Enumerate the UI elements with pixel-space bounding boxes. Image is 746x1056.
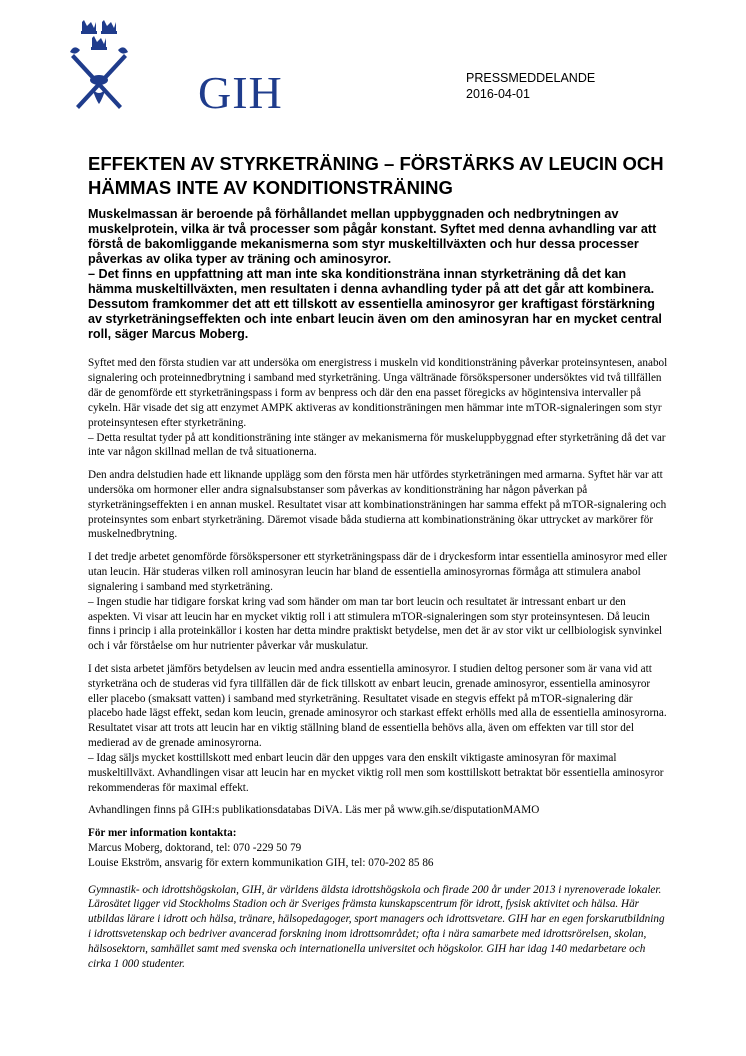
press-header <box>466 70 595 102</box>
gih-logo <box>68 18 283 118</box>
contact-block <box>88 826 668 871</box>
crowns-emblem-icon <box>68 18 130 118</box>
contact-line: Louise Ekström, ansvarig för extern kommunikation GIH, tel: 070-202 85 86 <box>88 856 434 869</box>
body-paragraph <box>88 356 668 460</box>
headline: EFFEKTEN AV STYRKETRÄNING – FÖRSTÄRKS AV LEUCIN OCH HÄMMAS INTE AV KONDITIONSTRÄNING <box>88 153 664 198</box>
body-quote: – Idag säljs mycket kosttillskott med enbart leucin där den uppges vara den enskilt viktigaste aminosyran för maximal muskeltillväxt. Avhandlingen visar att leucin har en mycket viktig roll men som kosttillskott betraktat bör essentiella aminosyror rekommenderas för maximal effekt. <box>88 752 664 794</box>
contact-line: Marcus Moberg, doktorand, tel: 070 -229 50 79 <box>88 841 302 854</box>
lead-paragraph: Muskelmassan är beroende på förhållandet mellan uppbyggnaden och nedbrytningen av muskelprotein, vilka är två processer som pågår konstant. Syftet med denna avhandling var att förstå de bakomliggande mekanismerna som styr muskeltillväxten och hur dessa processer påverkas av olika typer av träning och aminosyror. <box>88 207 657 266</box>
body-paragraph: Den andra delstudien hade ett liknande upplägg som den första men här utfördes styrketräningen med armarna. Syftet här var att undersöka om hormoner eller andra signalsubstanser som påverkas av konditionsträning har någon påverkan på styrketräningseffekten i en annan muskel. Resultatet visar att kombinationsträningen har samma effekt på mTOR-signalering och proteinsyntes som enbart styrketräning. Däremot visade båda studierna att kombinationsträning ökar uttrycket av markörer för muskelnedbrytning. <box>88 468 667 541</box>
thesis-link-paragraph: Avhandlingen finns på GIH:s publikationsdatabas DiVA. Läs mer på www.gih.se/disputationMAMO <box>88 804 540 817</box>
lead-paragraphs <box>88 207 668 342</box>
contact-heading: För mer information kontakta: <box>88 826 237 839</box>
body-quote: – Detta resultat tyder på att konditionsträning inte stänger av mekanismerna för muskeluppbyggnad efter styrketräning då det var inte var någon skillnad mellan de två situationerna. <box>88 431 666 459</box>
body-quote: – Ingen studie har tidigare forskat kring vad som händer om man tar bort leucin och resultatet är intressant enbart ur den aspekten. Vi visar att leucin har en mycket viktig roll i att stimulera mTOR-signaleringen som styr proteinsyntesen. Då leucin finns i princip i alla proteinkällor i kosten har detta mindre praktiskt betydelse, men det är av stor vikt ur cellbiologisk synvinkel och i vår förståelse om hur nutrienter påverkar vår muskulatur. <box>88 595 663 653</box>
logo-text: GIH <box>198 67 283 118</box>
body-text: I det sista arbetet jämförs betydelsen av leucin med andra essentiella aminosyror. I studien deltog personer som är vana vid att styrketräna och de studeras vid fyra tillfällen där de fick tillskott av enbart leucin, grenade aminosyror, essentiella aminosyror eller placebo (smaksatt vatten) i samband med styrketräning. Resultatet visade en stegvis effekt på mTOR-signalering där placebo hade lägst effekt, sedan kom leucin, grenade aminosyror och starkast effekt erhölls med alla de essentiella aminosyrorna. Resultatet visar att trots att leucin har en viktig ställning bland de essentiella behövs alla, även om effekten var till stor del medierad av de grenade aminosyrorna. <box>88 662 667 750</box>
press-label: PRESSMEDDELANDE <box>466 71 596 85</box>
article-body <box>88 356 668 979</box>
body-text: I det tredje arbetet genomförde försökspersoner ett styrketräningspass där de i dryckesform intar essentiella aminosyror med eller utan leucin. Här studeras vilken roll aminosyran leucin har bland de essentiella aminosyrornas förmåga att stimulera anabol signalering i samband med styrketräning. <box>88 550 668 593</box>
body-paragraph <box>88 662 668 796</box>
body-paragraph <box>88 550 668 654</box>
press-date: 2016-04-01 <box>466 87 530 101</box>
lead-quote: – Det finns en uppfattning att man inte ska konditionsträna innan styrketräning då det kan hämma muskeltillväxten, men resultaten i denna avhandling tyder på att det går att kombinera. Dessutom framkommer det att ett tillskott av essentiella aminosyror ger kraftigast förstärkning av styrketräningseffekten och inte enbart leucin även om den aminosyran har en mycket central roll, säger Marcus Moberg. <box>88 267 662 341</box>
about-gih: Gymnastik- och idrottshögskolan, GIH, är världens äldsta idrottshögskola och firade 200 år under 2013 i nyrenoverade lokaler. Lärosätet ligger vid Stockholms Stadion och är Sveriges främsta kunskapscentrum för idrott, fysisk aktivitet och hälsa. Här utbildas lärare i idrott och hälsa, tränare, hälsopedagoger, sport managers och idrottsvetare. GIH har en egen forskarutbildning i idrottsvetenskap och bedriver avancerad forskning inom idrottsområdet; ofta i nära samarbete med idrottsrörelsen, skolan, hälsosektorn, samhället samt med svenska och internationella universitet och högskolor. GIH har idag 140 medarbetare och cirka 1 000 studenter. <box>88 883 665 971</box>
body-text: Syftet med den första studien var att undersöka om energistress i muskeln vid konditionsträning påverkar proteinsyntesen, anabol signalering och proteinnedbrytning i samband med styrketräning. Unga vältränade försökspersoner undersöktes vid två tillfällen där de genomförde ett styrketräningspass i form av benpress och där den ena passet föregicks av högintensiva intervaller på cykeln. Här visade det sig att enzymet AMPK aktiveras av konditionsträningen men hämmar inte mTOR-signaleringen som styr proteinsyntesen efter styrketräning. <box>88 357 668 429</box>
